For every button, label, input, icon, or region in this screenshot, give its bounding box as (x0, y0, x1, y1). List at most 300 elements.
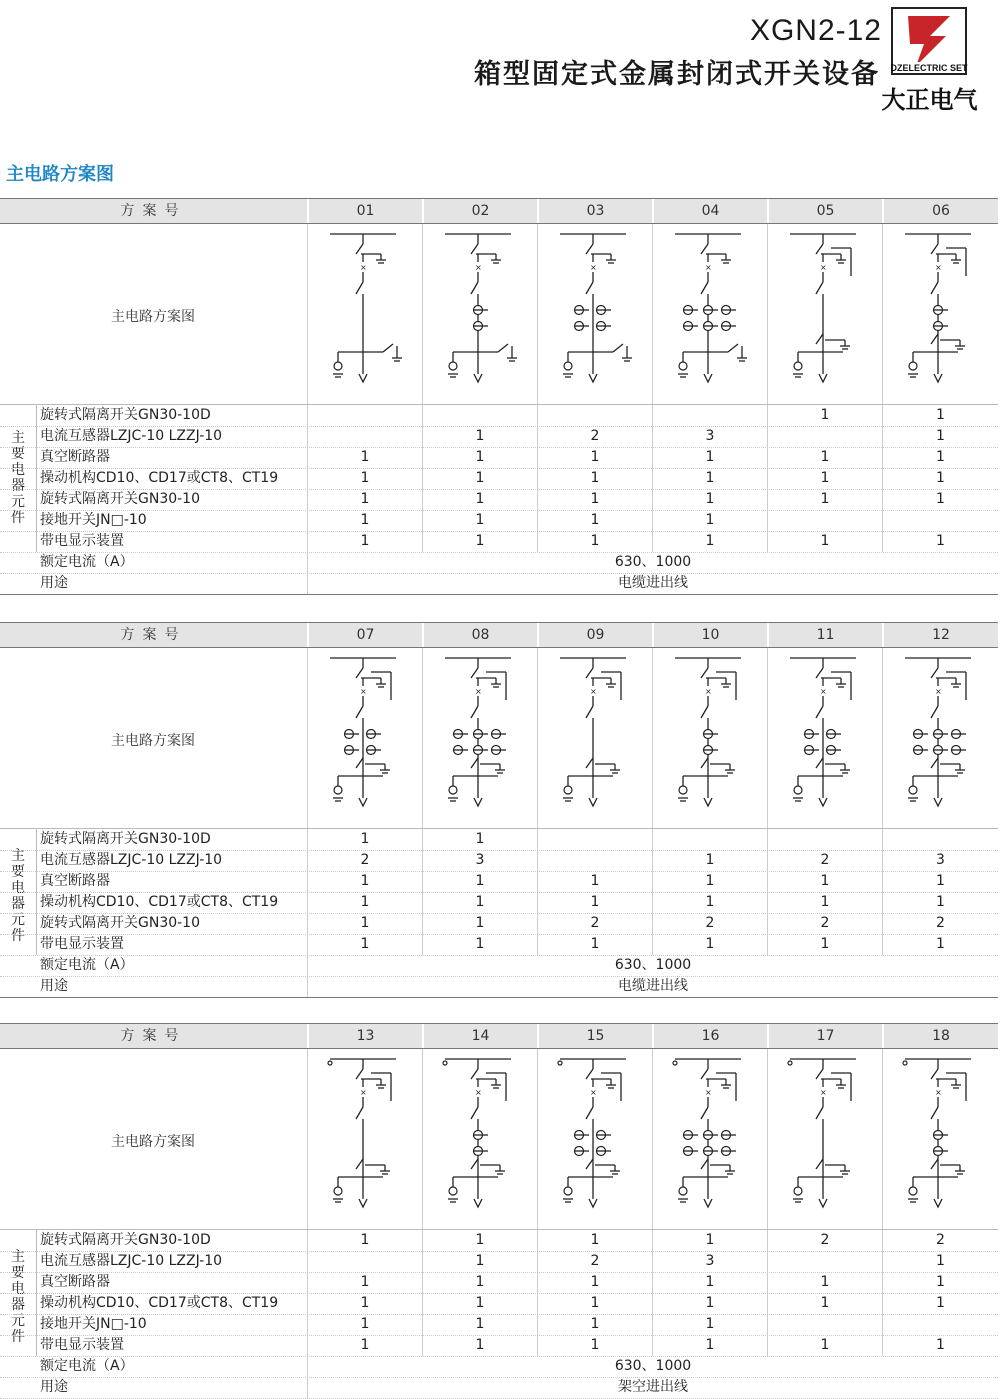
table-row (0, 934, 998, 956)
row-value: 1 (307, 468, 422, 489)
diagram-svg (538, 1049, 653, 1229)
row-label: 真空断路器 (40, 449, 110, 465)
table-bottom-line (0, 594, 998, 595)
switch-blade (816, 706, 823, 718)
row-value (882, 1314, 998, 1335)
diagram-svg (538, 224, 653, 404)
diagram-svg (653, 1049, 768, 1229)
row-value: 1 (422, 1314, 537, 1335)
row-value: 1 (652, 510, 767, 531)
row-label: 接地开关JN□-10 (40, 1316, 147, 1332)
row-value: 1 (652, 1293, 767, 1314)
row-value: 1 (537, 892, 652, 913)
live-indicator (679, 786, 687, 794)
row-value: 1 (422, 510, 537, 531)
cable-terminal (934, 1199, 942, 1207)
switch-blade (931, 758, 938, 768)
earth-switch (498, 344, 508, 352)
row-value: 1 (422, 913, 537, 934)
row-value: 1 (422, 1251, 537, 1272)
row-value: 1 (537, 871, 652, 892)
model-number: XGN2-12 (749, 14, 882, 47)
scheme-number: 01 (307, 199, 422, 223)
row-value: 1 (767, 892, 882, 913)
switch-blade (931, 244, 938, 254)
overhead-terminal (673, 1061, 677, 1065)
switch-blade (356, 1069, 363, 1079)
row-value: 1 (767, 1335, 882, 1356)
switch-blade (816, 1069, 823, 1079)
rated-current-row (0, 955, 998, 977)
diagram-svg (768, 648, 883, 828)
scheme-number: 09 (537, 623, 652, 647)
row-value (537, 405, 652, 426)
rated-current-value: 630、1000 (307, 552, 998, 573)
switch-blade (701, 282, 708, 294)
switch-blade (816, 244, 823, 254)
switch-blade (471, 282, 478, 294)
row-label: 旋转式隔离开关GN30-10D (40, 407, 211, 423)
diagram-svg (883, 648, 998, 828)
breaker-mark: × (820, 687, 827, 696)
live-indicator (794, 1187, 802, 1195)
switch-blade (701, 244, 708, 254)
breaker-mark: × (935, 687, 942, 696)
row-value: 1 (537, 1314, 652, 1335)
switch-blade (586, 244, 593, 254)
row-value: 1 (652, 1314, 767, 1335)
row-value (537, 829, 652, 850)
switch-blade (701, 668, 708, 678)
usage-value: 电缆进出线 (307, 976, 998, 997)
live-indicator (334, 1187, 342, 1195)
breaker-mark: × (590, 687, 597, 696)
live-indicator (334, 362, 342, 370)
scheme-number: 16 (652, 1024, 767, 1048)
live-indicator (679, 1187, 687, 1195)
earth-switch (728, 344, 738, 352)
row-value: 1 (882, 1293, 998, 1314)
row-value: 1 (307, 510, 422, 531)
row-label: 真空断路器 (40, 1274, 110, 1290)
table-row (0, 892, 998, 914)
breaker-mark: × (360, 687, 367, 696)
table-row (0, 913, 998, 935)
switch-blade (931, 1069, 938, 1079)
cable-terminal (704, 798, 712, 806)
switch-blade (586, 282, 593, 294)
live-indicator (909, 1187, 917, 1195)
switch-blade (471, 668, 478, 678)
diagram-svg (308, 1049, 423, 1229)
switch-blade (586, 1107, 593, 1119)
row-value: 1 (652, 489, 767, 510)
row-value: 1 (422, 934, 537, 955)
circuit-diagram (537, 1049, 652, 1229)
switch-blade (356, 1107, 363, 1119)
circuit-diagram (882, 224, 997, 404)
usage-row (0, 573, 998, 595)
row-value: 1 (307, 1272, 422, 1293)
row-value: 1 (882, 934, 998, 955)
row-value: 1 (307, 871, 422, 892)
row-label: 用途 (40, 978, 68, 994)
row-value: 1 (882, 405, 998, 426)
row-value: 1 (537, 510, 652, 531)
row-value (767, 1251, 882, 1272)
diagram-row (0, 648, 998, 829)
row-value: 2 (767, 850, 882, 871)
diagram-row-label: 主电路方案图 (111, 733, 195, 749)
diagram-svg (538, 648, 653, 828)
circuit-diagram (422, 224, 537, 404)
row-value: 1 (537, 1230, 652, 1251)
live-indicator (564, 1187, 572, 1195)
row-value: 2 (767, 1230, 882, 1251)
switch-blade (471, 706, 478, 718)
switch-blade (356, 758, 363, 768)
circuit-diagram (307, 648, 422, 828)
table-row (0, 489, 998, 511)
breaker-mark: × (590, 1088, 597, 1097)
live-indicator (909, 362, 917, 370)
cable-terminal (359, 1199, 367, 1207)
row-value: 2 (767, 913, 882, 934)
scheme-number: 11 (767, 623, 882, 647)
circuit-diagram (882, 648, 997, 828)
live-indicator (794, 362, 802, 370)
diagram-svg (308, 648, 423, 828)
live-indicator (564, 362, 572, 370)
circuit-diagram (882, 1049, 997, 1229)
switch-blade (356, 1159, 363, 1169)
row-value: 1 (422, 489, 537, 510)
row-value: 1 (882, 1335, 998, 1356)
overhead-terminal (558, 1061, 562, 1065)
diagram-svg (423, 224, 538, 404)
row-value: 2 (537, 913, 652, 934)
row-value: 1 (652, 1230, 767, 1251)
row-value: 1 (422, 468, 537, 489)
table-row (0, 1335, 998, 1357)
circuit-diagram (652, 1049, 767, 1229)
cable-terminal (704, 374, 712, 382)
breaker-mark: × (360, 263, 367, 272)
usage-row (0, 1377, 998, 1399)
scheme-number: 06 (882, 199, 998, 223)
circuit-diagram (652, 648, 767, 828)
cable-terminal (589, 1199, 597, 1207)
diagram-svg (423, 648, 538, 828)
live-indicator (334, 786, 342, 794)
scheme-number: 07 (307, 623, 422, 647)
cable-terminal (589, 374, 597, 382)
table-header-row (0, 1023, 998, 1049)
scheme-number: 05 (767, 199, 882, 223)
row-value: 1 (422, 1293, 537, 1314)
breaker-mark: × (820, 263, 827, 272)
row-value (882, 510, 998, 531)
row-value: 1 (767, 531, 882, 552)
row-value (882, 829, 998, 850)
row-value (307, 1251, 422, 1272)
circuit-diagram (537, 648, 652, 828)
circuit-diagram (307, 1049, 422, 1229)
table-header-row (0, 198, 998, 224)
circuit-diagram (537, 224, 652, 404)
row-value (652, 829, 767, 850)
row-value (767, 510, 882, 531)
row-label: 电流互感器LZJC-10 LZZJ-10 (40, 852, 223, 868)
cable-terminal (474, 798, 482, 806)
scheme-header-label: 方案号 (120, 203, 187, 219)
row-value: 1 (307, 1314, 422, 1335)
row-value: 1 (767, 468, 882, 489)
row-value (307, 426, 422, 447)
switch-blade (586, 1159, 593, 1169)
row-label: 用途 (40, 575, 68, 591)
usage-value: 电缆进出线 (307, 573, 998, 594)
earth-switch (383, 344, 393, 352)
row-value: 1 (767, 447, 882, 468)
row-value: 3 (422, 850, 537, 871)
scheme-number: 08 (422, 623, 537, 647)
product-title: 箱型固定式金属封闭式开关设备 (474, 59, 880, 90)
switch-blade (356, 668, 363, 678)
diagram-svg (653, 648, 768, 828)
row-value (307, 405, 422, 426)
breaker-mark: × (935, 263, 942, 272)
switch-blade (816, 758, 823, 768)
row-value: 1 (422, 871, 537, 892)
breaker-mark: × (475, 687, 482, 696)
switch-blade (701, 706, 708, 718)
circuit-diagram (422, 648, 537, 828)
row-value: 1 (537, 1335, 652, 1356)
row-value: 1 (652, 1272, 767, 1293)
row-value: 1 (307, 934, 422, 955)
row-value: 1 (537, 1293, 652, 1314)
row-value (767, 1314, 882, 1335)
row-label: 旋转式隔离开关GN30-10 (40, 915, 201, 931)
row-value: 1 (422, 426, 537, 447)
cable-terminal (474, 374, 482, 382)
table-row (0, 850, 998, 872)
row-value: 1 (652, 468, 767, 489)
live-indicator (679, 362, 687, 370)
live-indicator (564, 786, 572, 794)
scheme-number: 14 (422, 1024, 537, 1048)
overhead-terminal (788, 1061, 792, 1065)
diagram-svg (883, 224, 998, 404)
row-value: 1 (767, 1293, 882, 1314)
row-value: 3 (652, 1251, 767, 1272)
component-group-label: 主 要 电 器 元 件 (11, 848, 25, 944)
row-label: 真空断路器 (40, 873, 110, 889)
cable-terminal (819, 374, 827, 382)
diagram-row-label: 主电路方案图 (111, 1134, 195, 1150)
table-row (0, 405, 998, 427)
switch-blade (931, 1107, 938, 1119)
svg-text:DZELECTRIC SET: DZELECTRIC SET (890, 63, 968, 73)
row-label: 带电显示装置 (40, 533, 124, 549)
circuit-diagram (307, 224, 422, 404)
row-value (652, 405, 767, 426)
switch-blade (356, 706, 363, 718)
breaker-mark: × (475, 1088, 482, 1097)
breaker-mark: × (705, 687, 712, 696)
cable-terminal (704, 1199, 712, 1207)
row-value (767, 829, 882, 850)
row-value: 1 (422, 829, 537, 850)
table-row (0, 468, 998, 490)
row-label: 带电显示装置 (40, 1337, 124, 1353)
row-value: 1 (652, 850, 767, 871)
table-row (0, 1230, 998, 1252)
table-row (0, 510, 998, 532)
rated-current-row (0, 552, 998, 574)
row-value: 1 (767, 871, 882, 892)
row-value: 1 (652, 871, 767, 892)
circuit-diagram (422, 1049, 537, 1229)
switch-blade (701, 1159, 708, 1169)
switch-blade (471, 244, 478, 254)
row-value: 2 (882, 1230, 998, 1251)
row-label: 额定电流（A） (40, 1358, 134, 1374)
row-value: 1 (422, 892, 537, 913)
diagram-svg (653, 224, 768, 404)
table-row (0, 531, 998, 553)
switch-blade (701, 1107, 708, 1119)
scheme-number: 12 (882, 623, 998, 647)
row-value: 1 (767, 934, 882, 955)
row-value: 3 (882, 850, 998, 871)
rated-current-row (0, 1356, 998, 1378)
switch-blade (931, 668, 938, 678)
switch-blade (931, 1159, 938, 1169)
table-row (0, 447, 998, 469)
row-value: 1 (767, 405, 882, 426)
row-value: 1 (537, 489, 652, 510)
component-group-label: 主 要 电 器 元 件 (11, 1249, 25, 1345)
scheme-number: 15 (537, 1024, 652, 1048)
component-group-label: 主 要 电 器 元 件 (11, 430, 25, 526)
cable-terminal (934, 798, 942, 806)
breaker-mark: × (820, 1088, 827, 1097)
row-label: 额定电流（A） (40, 554, 134, 570)
switch-blade (471, 1069, 478, 1079)
breaker-mark: × (475, 263, 482, 272)
row-value: 1 (537, 1272, 652, 1293)
usage-value: 架空进出线 (307, 1377, 998, 1398)
section-title: 主电路方案图 (6, 164, 114, 185)
switch-blade (816, 282, 823, 294)
table-row (0, 829, 998, 851)
row-value: 2 (652, 913, 767, 934)
circuit-diagram (767, 224, 882, 404)
row-value: 1 (652, 531, 767, 552)
switch-blade (931, 282, 938, 294)
cable-terminal (819, 1199, 827, 1207)
row-value: 1 (882, 489, 998, 510)
row-value: 1 (882, 426, 998, 447)
row-label: 带电显示装置 (40, 936, 124, 952)
live-indicator (449, 362, 457, 370)
cable-terminal (934, 374, 942, 382)
row-value: 1 (882, 468, 998, 489)
row-value: 1 (882, 871, 998, 892)
switch-blade (586, 706, 593, 718)
live-indicator (449, 1187, 457, 1195)
row-value: 1 (767, 1272, 882, 1293)
row-value: 2 (537, 426, 652, 447)
row-value: 1 (307, 531, 422, 552)
earth-switch (613, 344, 623, 352)
row-value: 1 (652, 447, 767, 468)
diagram-svg (883, 1049, 998, 1229)
circuit-diagram (652, 224, 767, 404)
row-value: 1 (882, 1272, 998, 1293)
circuit-diagram (767, 1049, 882, 1229)
cable-terminal (819, 798, 827, 806)
row-value: 2 (882, 913, 998, 934)
rated-current-value: 630、1000 (307, 955, 998, 976)
scheme-number: 17 (767, 1024, 882, 1048)
row-value: 1 (422, 447, 537, 468)
row-value: 1 (537, 531, 652, 552)
row-label: 额定电流（A） (40, 957, 134, 973)
scheme-header-label: 方案号 (120, 627, 187, 643)
row-value: 1 (307, 1335, 422, 1356)
row-label: 旋转式隔离开关GN30-10 (40, 491, 201, 507)
switch-blade (931, 334, 938, 344)
diagram-svg (308, 224, 423, 404)
row-value: 1 (652, 934, 767, 955)
table-row (0, 871, 998, 893)
live-indicator (794, 786, 802, 794)
switch-blade (356, 282, 363, 294)
row-value: 1 (882, 531, 998, 552)
row-label: 旋转式隔离开关GN30-10D (40, 1232, 211, 1248)
row-value (537, 850, 652, 871)
row-value: 1 (767, 489, 882, 510)
table-row (0, 426, 998, 448)
scheme-header-label: 方案号 (120, 1028, 187, 1044)
row-value: 1 (307, 892, 422, 913)
table-row (0, 1314, 998, 1336)
row-value (767, 426, 882, 447)
row-label: 接地开关JN□-10 (40, 512, 147, 528)
row-value: 1 (307, 489, 422, 510)
row-value: 1 (307, 1230, 422, 1251)
table-row (0, 1272, 998, 1294)
cable-terminal (474, 1199, 482, 1207)
breaker-mark: × (705, 263, 712, 272)
row-label: 操动机构CD10、CD17或CT8、CT19 (40, 470, 279, 486)
brand-name: 大正电气 (881, 86, 978, 114)
switch-blade (471, 1159, 478, 1169)
row-label: 电流互感器LZJC-10 LZZJ-10 (40, 1253, 223, 1269)
scheme-number: 13 (307, 1024, 422, 1048)
row-value: 2 (537, 1251, 652, 1272)
switch-blade (816, 1107, 823, 1119)
diagram-svg (768, 1049, 883, 1229)
switch-blade (701, 758, 708, 768)
row-value: 1 (422, 1230, 537, 1251)
table-header-row (0, 622, 998, 648)
cable-terminal (359, 374, 367, 382)
row-value: 1 (882, 892, 998, 913)
